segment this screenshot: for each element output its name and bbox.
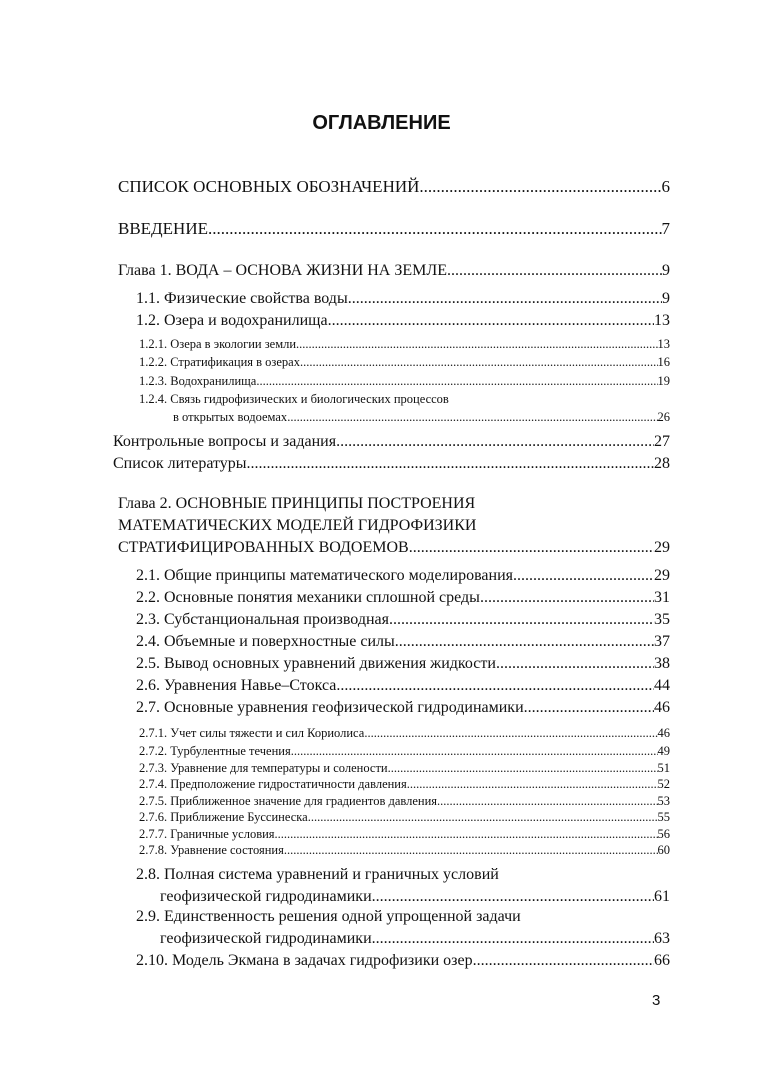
toc-entry-title: 2.6. Уравнения Навье–Стокса bbox=[136, 677, 337, 694]
toc-entry-page: 55 bbox=[657, 810, 670, 824]
toc-entry-page: 9 bbox=[662, 290, 670, 307]
toc-entry bbox=[139, 827, 670, 844]
toc-entry bbox=[136, 312, 670, 333]
toc-entry-page: 61 bbox=[654, 888, 670, 905]
toc-entry-title: Глава 1. ВОДА – ОСНОВА ЖИЗНИ НА ЗЕМЛЕ bbox=[118, 262, 447, 279]
toc-entry bbox=[118, 219, 670, 241]
toc-entry-title: 1.2.3. Водохранилища bbox=[139, 374, 257, 388]
toc-entry-title: 2.7.7. Граничные условия bbox=[139, 827, 275, 841]
toc-entry-page: 51 bbox=[657, 761, 670, 775]
toc-entry bbox=[118, 262, 670, 283]
toc-entry-title: ВВЕДЕНИЕ bbox=[118, 219, 208, 238]
toc-entry-page: 28 bbox=[654, 455, 670, 472]
dot-leader bbox=[513, 567, 654, 585]
dot-leader bbox=[348, 290, 662, 308]
dot-leader bbox=[364, 726, 657, 741]
toc-entry-page: 35 bbox=[654, 611, 670, 628]
toc-entry-title: Контрольные вопросы и задания bbox=[113, 433, 337, 450]
toc-entry-title: 1.2.1. Озера в экологии земли bbox=[139, 337, 297, 351]
toc-entry-title: 1.1. Физические свойства воды bbox=[136, 290, 348, 307]
toc-entry bbox=[136, 952, 670, 973]
toc-entry bbox=[136, 677, 670, 698]
toc-entry-page: 46 bbox=[654, 699, 670, 716]
dot-leader bbox=[409, 539, 654, 557]
dot-leader bbox=[419, 177, 661, 197]
toc-entry-page: 37 bbox=[654, 633, 670, 650]
toc-entry bbox=[118, 539, 670, 560]
toc-entry-title: 2.7.5. Приближенное значение для градиентов давления bbox=[139, 794, 438, 808]
toc-entry-title: 2.7.2. Турбулентные течения bbox=[139, 744, 291, 758]
toc-entry-title: СПИСОК ОСНОВНЫХ ОБОЗНАЧЕНИЙ bbox=[118, 177, 420, 196]
toc-entry-page: 44 bbox=[654, 677, 670, 694]
dot-leader bbox=[208, 219, 662, 239]
toc-entry-line: Глава 2. ОСНОВНЫЕ ПРИНЦИПЫ ПОСТРОЕНИЯ bbox=[118, 495, 476, 512]
dot-leader bbox=[296, 337, 657, 352]
toc-entry-page: 29 bbox=[654, 539, 670, 556]
dot-leader bbox=[524, 699, 654, 717]
toc-entry-title: 2.7.8. Уравнение состояния bbox=[139, 843, 284, 857]
toc-entry-page: 56 bbox=[657, 827, 670, 841]
toc-entry-title: Список литературы bbox=[113, 455, 247, 472]
toc-entry-page: 49 bbox=[657, 744, 670, 758]
toc-entry-page: 16 bbox=[657, 355, 670, 369]
toc-entry-page: 7 bbox=[661, 219, 670, 238]
toc-entry-title: в открытых водоемах bbox=[173, 410, 288, 424]
page-title: ОГЛАВЛЕНИЕ bbox=[312, 112, 451, 134]
toc-entry bbox=[160, 930, 670, 951]
toc-entry-title: 2.7.1. Учет силы тяжести и сил Кориолиса bbox=[139, 726, 365, 740]
toc-entry bbox=[136, 611, 670, 632]
toc-entry bbox=[139, 761, 670, 778]
toc-entry-page: 13 bbox=[657, 337, 670, 351]
toc-entry-page: 63 bbox=[654, 930, 670, 947]
toc-entry-page: 46 bbox=[657, 726, 670, 740]
toc-entry bbox=[160, 888, 670, 909]
dot-leader bbox=[388, 761, 658, 776]
dot-leader bbox=[480, 589, 654, 607]
toc-entry bbox=[139, 843, 670, 860]
toc-entry bbox=[139, 726, 670, 743]
page-number: 3 bbox=[652, 992, 661, 1009]
toc-entry-title: 2.4. Объемные и поверхностные силы bbox=[136, 633, 395, 650]
toc-entry bbox=[113, 455, 670, 476]
toc-entry bbox=[136, 633, 670, 654]
dot-leader bbox=[336, 433, 654, 451]
toc-entry-page: 38 bbox=[654, 655, 670, 672]
toc-entry-page: 52 bbox=[657, 777, 670, 791]
toc-entry-title: 2.7.3. Уравнение для температуры и солености bbox=[139, 761, 388, 775]
toc-entry-title: 1.2.2. Стратификация в озерах bbox=[139, 355, 300, 369]
dot-leader bbox=[300, 355, 658, 370]
toc-entry-title: 2.7.6. Приближение Буссинеска bbox=[139, 810, 308, 824]
toc-entry-line: 1.2.4. Связь гидрофизических и биологических процессов bbox=[139, 392, 449, 406]
toc-entry bbox=[136, 567, 670, 588]
toc-entry-page: 60 bbox=[657, 843, 670, 857]
toc-entry-page: 29 bbox=[654, 567, 670, 584]
dot-leader bbox=[496, 655, 654, 673]
toc-entry-title: СТРАТИФИЦИРОВАННЫХ ВОДОЕМОВ bbox=[118, 539, 409, 556]
toc-entry bbox=[139, 337, 670, 354]
dot-leader bbox=[256, 374, 657, 389]
toc-entry-page: 27 bbox=[654, 433, 670, 450]
toc-entry bbox=[139, 810, 670, 827]
toc-entry bbox=[136, 655, 670, 676]
toc-entry bbox=[118, 177, 670, 199]
dot-leader bbox=[308, 810, 658, 825]
toc-entry-title: геофизической гидродинамики bbox=[160, 930, 372, 947]
toc-entry-title: 2.5. Вывод основных уравнений движения жидкости bbox=[136, 655, 496, 672]
toc-entry bbox=[136, 699, 670, 720]
toc-entry-page: 66 bbox=[654, 952, 670, 969]
toc-entry-page: 6 bbox=[661, 177, 670, 196]
toc-entry-title: 2.3. Субстанциональная производная bbox=[136, 611, 389, 628]
toc-entry-title: 1.2. Озера и водохранилища bbox=[136, 312, 328, 329]
toc-entry bbox=[139, 777, 670, 794]
toc-entry bbox=[139, 744, 670, 761]
dot-leader bbox=[473, 952, 654, 970]
dot-leader bbox=[372, 930, 654, 948]
toc-entry bbox=[113, 433, 670, 454]
dot-leader bbox=[395, 633, 654, 651]
toc-entry bbox=[136, 290, 670, 311]
dot-leader bbox=[328, 312, 654, 330]
toc-entry bbox=[139, 355, 670, 372]
toc-entry-page: 26 bbox=[657, 410, 670, 424]
toc-entry-line: 2.8. Полная система уравнений и граничных условий bbox=[136, 866, 499, 883]
toc-entry bbox=[139, 374, 670, 391]
toc-entry-line: МАТЕМАТИЧЕСКИХ МОДЕЛЕЙ ГИДРОФИЗИКИ bbox=[118, 517, 477, 534]
toc-entry bbox=[173, 410, 670, 427]
dot-leader bbox=[291, 744, 658, 759]
dot-leader bbox=[247, 455, 654, 473]
dot-leader bbox=[407, 777, 658, 792]
toc-entry-page: 19 bbox=[657, 374, 670, 388]
toc-entry-line: 2.9. Единственность решения одной упрощенной задачи bbox=[136, 908, 521, 925]
dot-leader bbox=[447, 262, 662, 280]
dot-leader bbox=[275, 827, 658, 842]
dot-leader bbox=[389, 611, 654, 629]
dot-leader bbox=[437, 794, 657, 809]
toc-entry-title: 2.7. Основные уравнения геофизической гидродинамики bbox=[136, 699, 524, 716]
dot-leader bbox=[287, 410, 657, 425]
toc-entry bbox=[139, 794, 670, 811]
dot-leader bbox=[284, 843, 658, 858]
toc-entry-page: 13 bbox=[654, 312, 670, 329]
toc-entry-title: 2.10. Модель Экмана в задачах гидрофизики озер bbox=[136, 952, 473, 969]
toc-entry-title: 2.7.4. Предположение гидростатичности давления bbox=[139, 777, 407, 791]
toc-entry-title: геофизической гидродинамики bbox=[160, 888, 372, 905]
toc-entry bbox=[136, 589, 670, 610]
toc-entry-page: 53 bbox=[657, 794, 670, 808]
toc-entry-title: 2.1. Общие принципы математического моделирования bbox=[136, 567, 514, 584]
toc-entry-title: 2.2. Основные понятия механики сплошной среды bbox=[136, 589, 480, 606]
dot-leader bbox=[372, 888, 654, 906]
dot-leader bbox=[336, 677, 654, 695]
toc-entry-page: 9 bbox=[662, 262, 670, 279]
toc-entry-page: 31 bbox=[654, 589, 670, 606]
